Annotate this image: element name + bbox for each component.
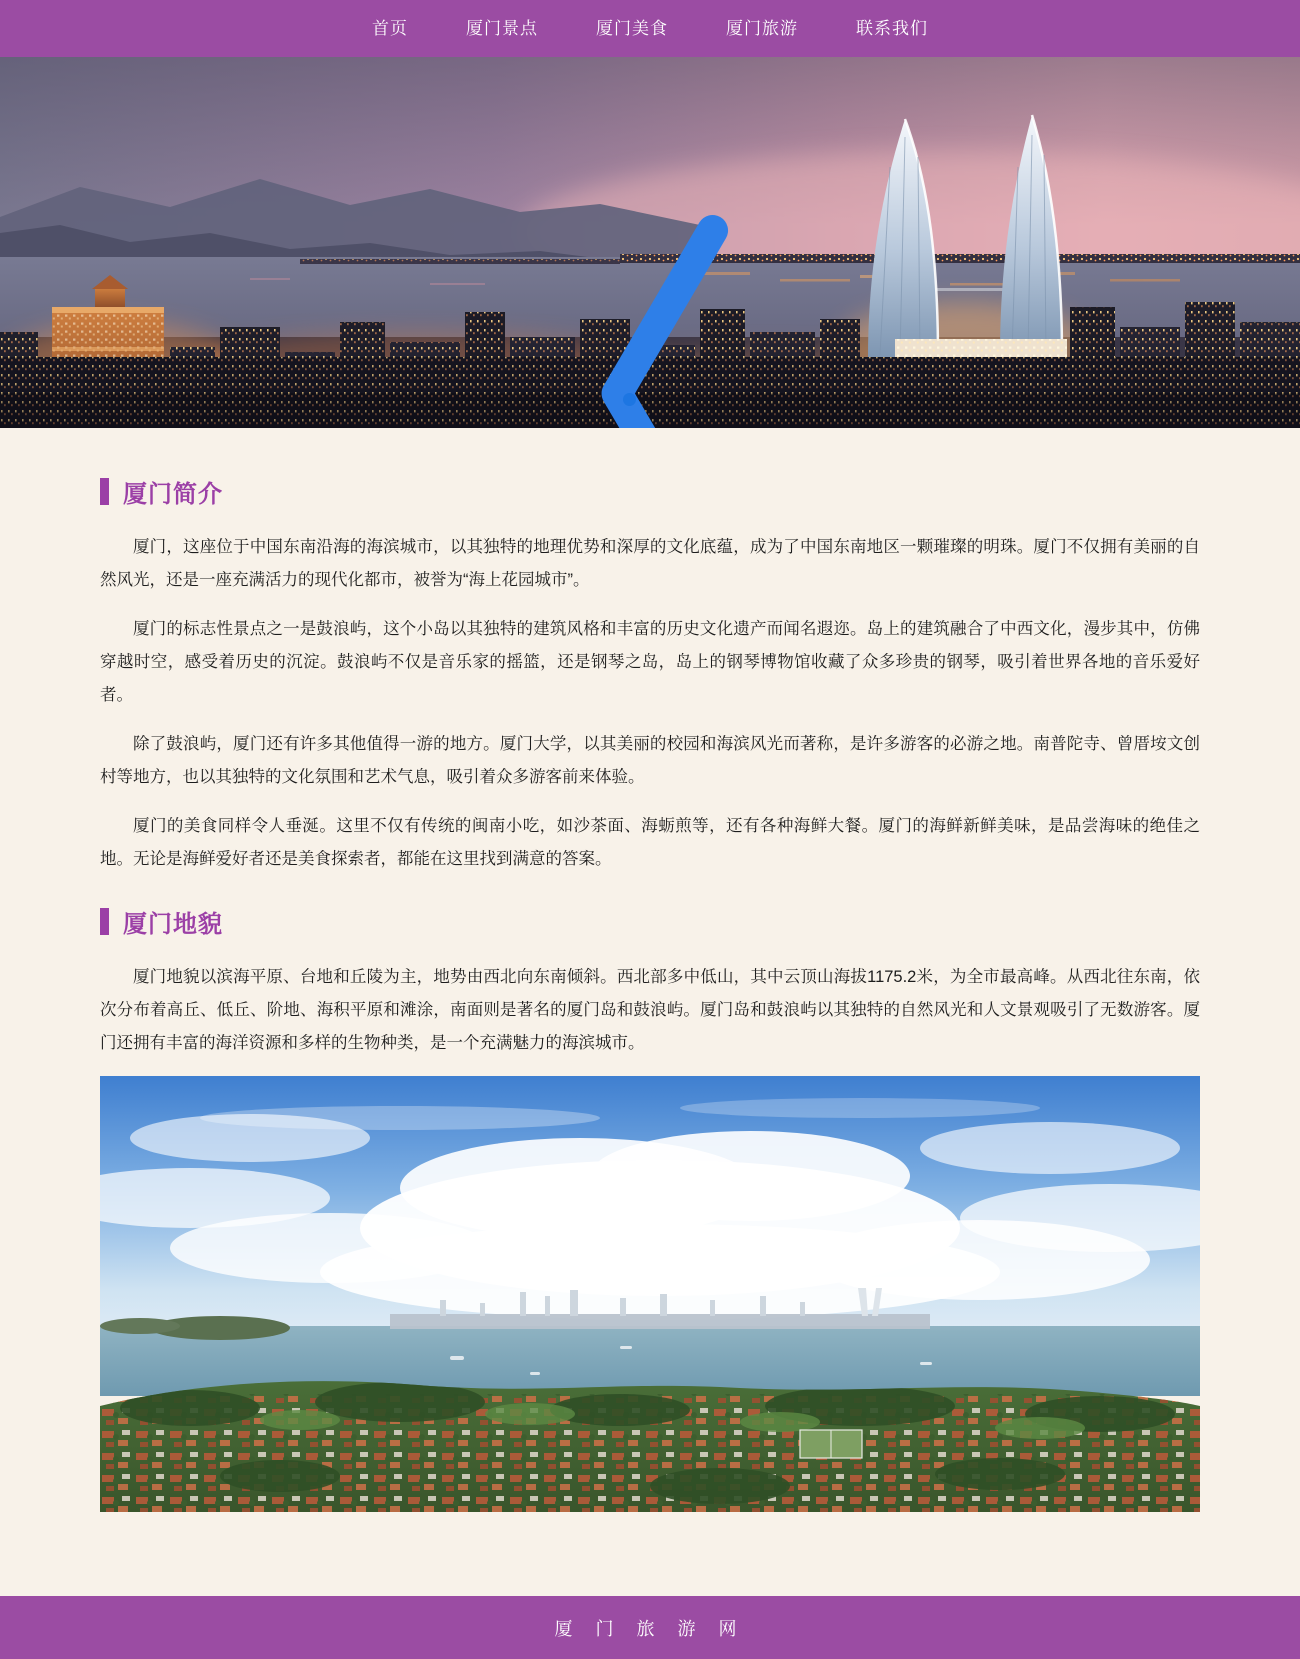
nav-item-attractions[interactable]: 厦门景点: [466, 19, 538, 38]
hero-carousel: [0, 57, 1300, 428]
carousel-dot[interactable]: [623, 393, 636, 406]
terrain-panorama-image: [100, 1076, 1200, 1512]
section-terrain: [100, 904, 1200, 1512]
section-terrain-title: [100, 904, 1200, 939]
footer-site-title: 厦 门 旅 游 网: [554, 1618, 746, 1639]
footer: [0, 1596, 1300, 1659]
main-nav: [0, 0, 1300, 57]
nav-item-food[interactable]: 厦门美食: [596, 19, 668, 38]
intro-paragraph-3: 除了鼓浪屿，厦门还有许多其他值得一游的地方。厦门大学，以其美丽的校园和海滨风光而著称，是许多游客的必游之地。南普陀寺、曾厝垵文创村等地方，也以其独特的文化氛围和艺术气息，吸引着众多游客前来体验。: [100, 735, 1200, 786]
chevron-right-icon: [1254, 208, 1300, 429]
nav-item-contact[interactable]: 联系我们: [856, 19, 928, 38]
prev-arrow-button[interactable]: [12, 208, 46, 278]
section-heading: 厦门地貌: [123, 911, 223, 938]
accent-bar: [100, 478, 109, 505]
section-heading: 厦门简介: [123, 481, 223, 508]
intro-paragraph-2: 厦门的标志性景点之一是鼓浪屿，这个小岛以其独特的建筑风格和丰富的历史文化遗产而闻名遐迩。岛上的建筑融合了中西文化，漫步其中，仿佛穿越时空，感受着历史的沉淀。鼓浪屿不仅是音乐家的摇篮，还是钢琴之岛，岛上的钢琴博物馆收藏了众多珍贵的钢琴，吸引着世界各地的音乐爱好者。: [100, 620, 1200, 704]
accent-bar: [100, 908, 109, 935]
section-intro: [100, 474, 1200, 876]
nav-item-home[interactable]: 首页: [372, 19, 408, 38]
main-content: [0, 428, 1300, 1596]
section-intro-title: [100, 474, 1200, 509]
nav-item-travel[interactable]: 厦门旅游: [726, 19, 798, 38]
next-arrow-button[interactable]: [1254, 208, 1288, 278]
chevron-left-icon: [12, 208, 1300, 429]
terrain-paragraph-1: 厦门地貌以滨海平原、台地和丘陵为主，地势由西北向东南倾斜。西北部多中低山，其中云顶山海拔1175.2米，为全市最高峰。从西北往东南，依次分布着高丘、低丘、阶地、海积平原和滩涂，南面则是著名的厦门岛和鼓浪屿。厦门岛和鼓浪屿以其独特的自然风光和人文景观吸引了无数游客。厦门还拥有丰富的海洋资源和多样的生物种类，是一个充满魅力的海滨城市。: [100, 968, 1200, 1052]
intro-paragraph-4: 厦门的美食同样令人垂涎。这里不仅有传统的闽南小吃，如沙茶面、海蛎煎等，还有各种海鲜大餐。厦门的海鲜新鲜美味，是品尝海味的绝佳之地。无论是海鲜爱好者还是美食探索者，都能在这里找到满意的答案。: [100, 817, 1200, 868]
intro-paragraph-1: 厦门，这座位于中国东南沿海的海滨城市，以其独特的地理优势和深厚的文化底蕴，成为了中国东南地区一颗璀璨的明珠。厦门不仅拥有美丽的自然风光，还是一座充满活力的现代化都市，被誉为“海上花园城市”。: [100, 538, 1200, 589]
